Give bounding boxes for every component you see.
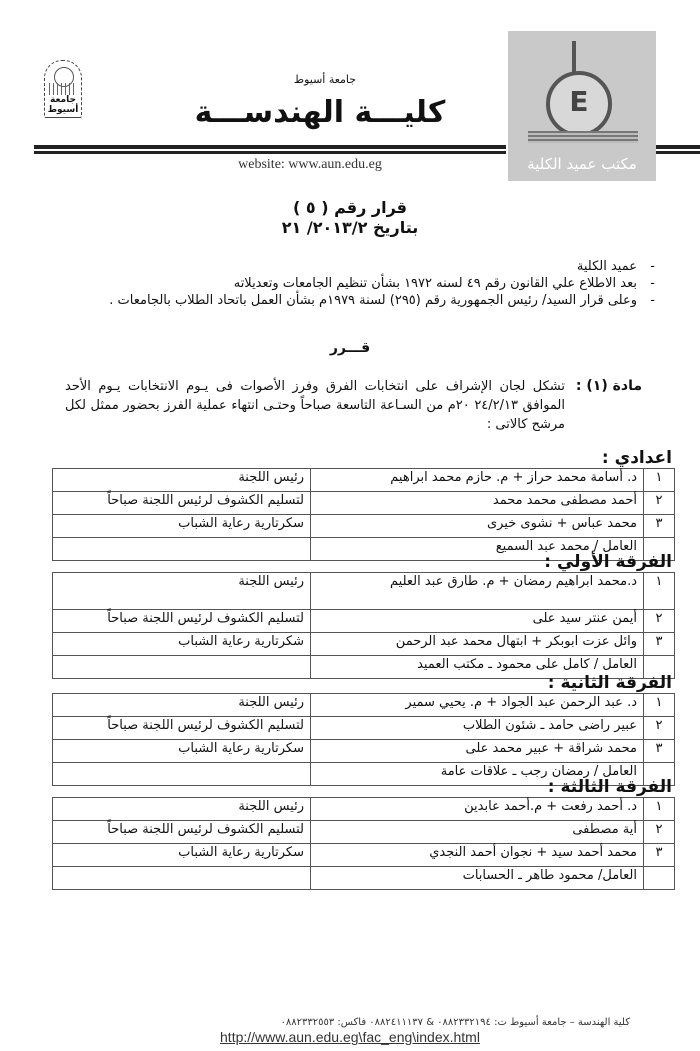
row-number: ٢ [644,492,675,515]
row-names: محمد عباس + نشوى خيرى [311,515,644,538]
row-names: العامل / محمد عبد السميع [311,538,644,561]
row-role: سكرتارية رعاية الشباب [53,515,311,538]
decision-number: قرار رقم ( ٥ ) [292,198,408,217]
committee-table-preparatory [52,468,675,561]
row-names: د. عبد الرحمن عبد الجواد + م. يحيي سمير [311,694,644,717]
dean-office-label: مكتب عميد الكلية [527,155,637,173]
row-names: العامل / كامل على محمود ـ مكتب العميد [311,656,644,679]
preamble-item: - وعلى قرار السيد/ رئيس الجمهورية رقم (٢٩٥) لسنة ١٩٧٩م بشأن العمل باتحاد الطلاب بالجامعات . [45,292,655,309]
preamble [45,258,655,309]
row-number: ٢ [644,717,675,740]
row-names: محمد أحمد سيد + نجوان أحمد النجدي [311,844,644,867]
table-row [53,492,675,515]
table-row [53,469,675,492]
row-role: لتسليم الكشوف لرئيس اللجنة صباحاً [53,821,311,844]
row-role: رئيس اللجنة [53,694,311,717]
row-number: ٣ [644,633,675,656]
row-number: ٢ [644,821,675,844]
footer-url-link[interactable]: http://www.aun.edu.eg\fac_eng\index.html [220,1029,480,1045]
faculty-name: كليـــة الهندســـة [194,95,446,130]
article-label: مادة (١) : [575,378,642,394]
row-names: د. أسامة محمد حراز + م. حازم محمد ابراهيم [311,469,644,492]
section-title-preparatory: اعدادي : [601,448,672,468]
row-role: لتسليم الكشوف لرئيس اللجنة صباحاً [53,610,311,633]
row-role: لتسليم الكشوف لرئيس اللجنة صباحاً [53,492,311,515]
row-role [53,656,311,679]
table-row [53,515,675,538]
university-logo [44,60,82,118]
row-names: أية مصطفى [311,821,644,844]
row-number: ٣ [644,515,675,538]
row-role [53,763,311,786]
row-role: سكرتارية رعاية الشباب [53,740,311,763]
row-names: وائل عزت ابوبكر + ابتهال محمد عبد الرحمن [311,633,644,656]
table-row [53,821,675,844]
row-role [53,538,311,561]
website-text: website: www.aun.edu.eg [238,157,382,172]
row-role: رئيس اللجنة [53,798,311,821]
row-role: شكرتارية رعاية الشباب [53,633,311,656]
row-role: سكرتارية رعاية الشباب [53,844,311,867]
row-number: ١ [644,469,675,492]
row-number: ٣ [644,740,675,763]
header-divider [34,145,506,151]
row-role: رئيس اللجنة [53,573,311,610]
section-title-second-year: الفرقة الثانية : [547,673,672,693]
table-row [53,867,675,890]
table-row [53,717,675,740]
row-number: ١ [644,694,675,717]
row-names: د. أحمد رفعت + م.أحمد عابدين [311,798,644,821]
row-names: محمد شراقة + عبير محمد على [311,740,644,763]
row-names: د.محمد ابراهيم رمضان + م. طارق عبد العليم [311,573,644,610]
row-number [644,867,675,890]
table-row [53,844,675,867]
row-names: العامل / رمضان رجب ـ علاقات عامة [311,763,644,786]
row-number: ١ [644,573,675,610]
preamble-item: - بعد الاطلاع علي القانون رقم ٤٩ لسنه ١٩٧٢ بشأن تنظيم الجامعات وتعديلاته [45,275,655,292]
sun-rays-icon [49,83,77,95]
spire-icon [572,41,576,75]
decides-heading: قـــرر [329,340,371,356]
table-row [53,798,675,821]
row-names: أيمن عنتر سيد على [311,610,644,633]
committee-table-third-year [52,797,675,890]
header-divider-right [656,145,700,151]
table-row [53,610,675,633]
emblem-letter: E [569,85,589,118]
row-role [53,867,311,890]
row-role: لتسليم الكشوف لرئيس اللجنة صباحاً [53,717,311,740]
faculty-emblem-icon [546,71,612,137]
university-logo-text: جامعة أسيوط [47,95,79,115]
university-name: جامعة أسيوط [293,73,357,86]
row-names: العامل/ محمود طاهر ـ الحسابات [311,867,644,890]
table-row [53,740,675,763]
preamble-item: - عميد الكلية [45,258,655,275]
row-names: عبير راضى حامد ـ شئون الطلاب [311,717,644,740]
table-row [53,573,675,610]
committee-table-second-year [52,693,675,786]
row-role: رئيس اللجنة [53,469,311,492]
row-names: أحمد مصطفى محمد محمد [311,492,644,515]
section-title-third-year: الفرقة الثالثة : [547,777,672,797]
article-text: تشكل لجان الإشراف على انتخابات الفرق وفرز الأصوات فى يـوم الانتخابات يـوم الأحد الموافق ٢٤/٢/١٣ ٢٠م من السـاعة التاسعة صباحاً وحتـى انتهاء عملية الفرز بحضور ممثل لكل مرشح كالاتى : [65,379,566,432]
section-title-first-year: الفرقة الأولي : [544,552,672,572]
emblem-base [528,131,638,143]
dean-office-badge [508,31,656,181]
table-row [53,694,675,717]
row-number: ١ [644,798,675,821]
row-number: ٣ [644,844,675,867]
footer-contact: كلية الهندسة – جامعة أسيوط ت: ٠٨٨٢٣٣٢١٩٤ & ٠٨٨٢٤١١١٣٧ فاكس: ٠٨٨٢٣٣٢٥٥٣ [280,1017,630,1028]
committee-table-first-year [52,572,675,679]
table-row [53,633,675,656]
decision-date: بتاريخ ٢٠١٣/٢/ ٢١ [281,218,419,237]
row-number: ٢ [644,610,675,633]
